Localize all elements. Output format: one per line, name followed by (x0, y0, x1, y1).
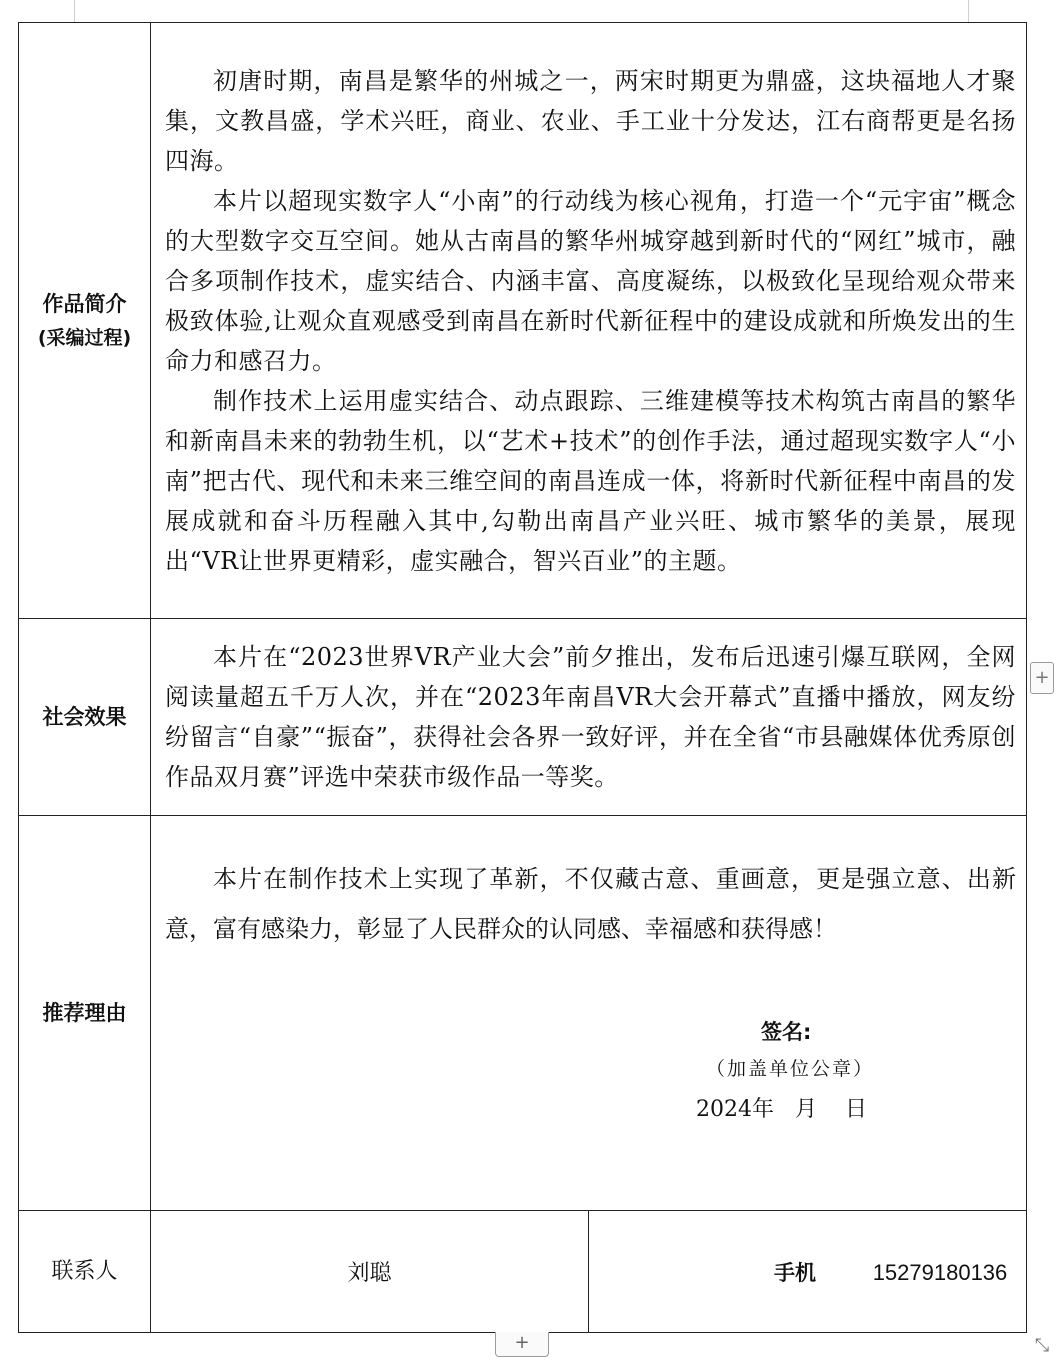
effect-label: 社会效果 (42, 705, 127, 729)
intro-sublabel: (采编过程) (37, 326, 132, 349)
intro-label: 作品简介 (42, 291, 127, 316)
table-resize-handle[interactable] (1030, 1334, 1054, 1358)
effect-content-cell[interactable] (151, 619, 1027, 816)
reason-content-cell[interactable] (151, 816, 1027, 1211)
reason-text-block (165, 854, 1016, 954)
phone-number: 15279180136 (872, 1259, 1008, 1285)
submission-form-table (18, 22, 1027, 1333)
contact-label-cell[interactable] (19, 1211, 151, 1333)
reason-paragraph: 本片在制作技术上实现了革新，不仅藏古意、重画意，更是强立意、出新意，富有感染力，彰显了人民群众的认同感、幸福感和获得感！ (165, 865, 1016, 943)
plus-icon: + (514, 1332, 530, 1353)
intro-paragraph-3: 制作技术上运用虚实结合、动点跟踪、三维建模等技术构筑古南昌的繁华和新南昌未来的勃勃生机，以“艺术+技术”的创作手法，通过超现实数字人“小南”把古代、现代和未来三维空间的南昌连成一体，将新时代新征程中南昌的发展成就和奋斗历程融入其中,勾勒出南昌产业兴旺、城市繁华的美景，展现出“VR让世界更精彩，虚实融合，智兴百业”的主题。 (165, 386, 1016, 575)
reason-label: 推荐理由 (42, 1001, 127, 1025)
contact-label: 联系人 (51, 1258, 118, 1284)
contact-name: 刘聪 (347, 1261, 392, 1286)
margin-guide-left (74, 0, 75, 22)
table-row-intro (19, 23, 1027, 619)
resize-icon: ⤡ (1034, 1335, 1050, 1356)
margin-guide-right (968, 0, 969, 22)
contact-name-cell[interactable] (151, 1211, 589, 1333)
effect-paragraph: 本片在“2023世界VR产业大会”前夕推出，发布后迅速引爆互联网，全网阅读量超五千万人次，并在“2023年南昌VR大会开幕式”直播中播放，网友纷纷留言“自豪”“振奋”，获得社会各界一致好评，并在全省“市县融媒体优秀原创作品双月赛”评选中荣获市级作品一等奖。 (165, 643, 1016, 791)
signature-label: 签名: (761, 1020, 812, 1044)
stamp-note: （加盖单位公章） (706, 1058, 875, 1080)
table-row-contact (19, 1211, 1027, 1333)
reason-label-cell[interactable] (19, 816, 151, 1211)
intro-label-cell[interactable] (19, 23, 151, 619)
contact-phone-cell[interactable] (589, 1211, 1027, 1333)
add-row-button[interactable] (495, 1332, 549, 1357)
plus-icon: + (1034, 667, 1050, 688)
intro-paragraph-2: 本片以超现实数字人“小南”的行动线为核心视角，打造一个“元宇宙”概念的大型数字交互空间。她从古南昌的繁华州城穿越到新时代的“网红”城市，融合多项制作技术，虚实结合、内涵丰富、高度凝练，以极致化呈现给观众带来极致体验,让观众直观感受到南昌在新时代新征程中的建设成就和所焕发出的生命力和感召力。 (165, 186, 1016, 375)
insert-column-button[interactable] (1030, 662, 1054, 694)
date-line: 2024年 月 日 (696, 1097, 867, 1122)
reason-content (151, 816, 1026, 1210)
intro-paragraph-1: 初唐时期，南昌是繁华的州城之一，两宋时期更为鼎盛，这块福地人才聚集，文教昌盛，学术兴旺，商业、农业、手工业十分发达，江右商帮更是名扬四海。 (165, 66, 1016, 175)
table-row-effect (19, 619, 1027, 816)
effect-label-cell[interactable] (19, 619, 151, 816)
table-row-reason (19, 816, 1027, 1211)
intro-content-cell[interactable] (151, 23, 1027, 619)
phone-label: 手机 (774, 1260, 816, 1285)
